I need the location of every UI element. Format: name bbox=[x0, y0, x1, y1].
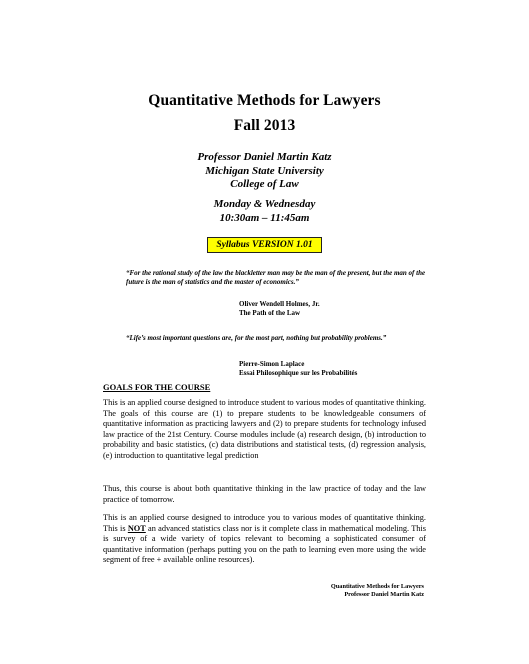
instructor-university: Michigan State University bbox=[205, 164, 324, 177]
quote-holmes-attribution bbox=[239, 300, 439, 318]
footer-instructor: Professor Daniel Martin Katz bbox=[344, 591, 424, 598]
quote-holmes: “For the rational study of the law the blackletter man may be the man of the present, but the man of the future is the man of statistics and the master of economics.” bbox=[126, 269, 426, 287]
course-title: Quantitative Methods for Lawyers bbox=[148, 92, 381, 109]
instructor-college: College of Law bbox=[230, 178, 299, 190]
version-badge-wrap bbox=[0, 234, 529, 253]
goals-heading: GOALS FOR THE COURSE bbox=[103, 382, 211, 392]
schedule-block bbox=[0, 198, 529, 225]
quote-holmes-author: Oliver Wendell Holmes, Jr. bbox=[239, 300, 320, 308]
goals-paragraph-3-start: This is an applied course designed to introduce you to various modes of quantitative thinking. This is bbox=[103, 513, 426, 533]
goals-paragraph-3 bbox=[103, 513, 426, 566]
quote-laplace-source: Essai Philosophique sur les Probabilités bbox=[239, 369, 358, 377]
syllabus-version-badge: Syllabus VERSION 1.01 bbox=[207, 237, 321, 253]
instructor-block bbox=[0, 151, 529, 192]
quote-holmes-source: The Path of the Law bbox=[239, 309, 301, 317]
quote-laplace: “Life’s most important questions are, for the most part, nothing but probability problems.” bbox=[126, 334, 387, 342]
schedule-time: 10:30am – 11:45am bbox=[219, 211, 310, 224]
goals-paragraph-2: Thus, this course is about both quantitative thinking in the law practice of today and the law practice of tomorrow. bbox=[103, 484, 426, 504]
footer-course: Quantitative Methods for Lawyers bbox=[330, 583, 424, 590]
instructor-name: Professor Daniel Martin Katz bbox=[197, 151, 332, 163]
quote-laplace-attribution bbox=[239, 360, 439, 378]
schedule-days: Monday & Wednesday bbox=[213, 198, 316, 210]
goals-paragraph-1: This is an applied course designed to introduce student to various modes of quantitative thinking. The goals of this course are (1) to prepare students to be knowledgeable consumers of quantitative information as practicing lawyers and (2) to prepare students for technology infused law practice of the 21st Century. Course modules include (a) research design, (b) introduction to probability and basic statistics, (c) data distributions and statistical tests, (d) regression analysis, (e) introduction to quantitative legal prediction bbox=[103, 398, 426, 460]
course-term: Fall 2013 bbox=[233, 117, 296, 134]
goals-paragraph-3-end: an advanced statistics class nor is it complete class in mathematical modeling. This is survey of a wide variety of topics relevant to becoming a sophisticated consumer of quantitative information (perhaps putting you on the path to learning even more using the wide segment of free + available online resources). bbox=[103, 523, 426, 565]
quote-laplace-author: Pierre-Simon Laplace bbox=[239, 360, 305, 368]
goals-paragraph-3-emphasis: NOT bbox=[127, 523, 146, 533]
